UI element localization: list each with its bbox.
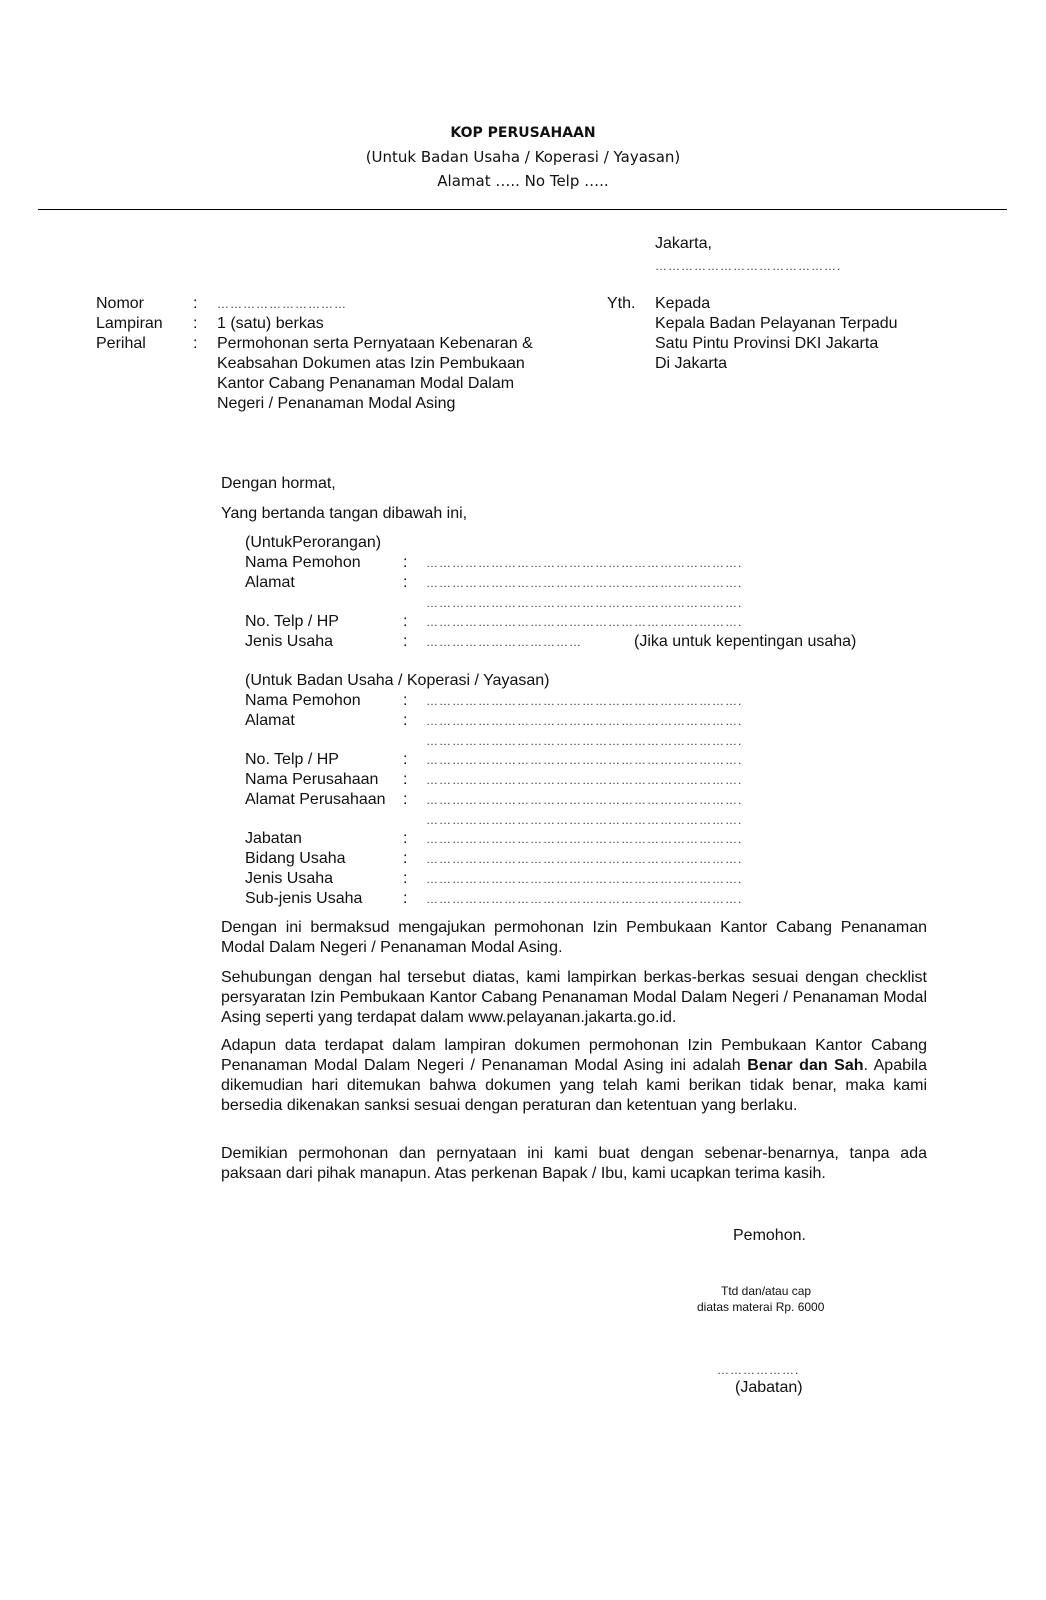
field-blank: ……………………………… [426, 635, 582, 649]
perorangan-heading: (UntukPerorangan) [245, 534, 382, 551]
field-colon: : [403, 574, 408, 591]
field-label: No. Telp / HP [245, 613, 339, 630]
recipient-line: Satu Pintu Provinsi DKI Jakarta [655, 335, 879, 352]
date-blank: ……………………………………. [655, 259, 842, 273]
declaration-text: Adapun data terdapat dalam lampiran dokumen permohonan Izin Pembukaan Kantor Cabang Penanaman Modal Dalam Negeri / Penanaman Modal Asing ini adalah [221, 1037, 927, 1074]
field-blank: ………………………………………………………………. [426, 753, 743, 767]
signature-blank: ………………. [717, 1363, 800, 1377]
jenis-usaha-note: (Jika untuk kepentingan usaha) [634, 633, 857, 650]
perihal-line: Negeri / Penanaman Modal Asing [217, 395, 456, 412]
recipient-line: Kepada [655, 295, 711, 312]
perihal-line: Permohonan serta Pernyataan Kebenaran & [217, 335, 533, 352]
field-colon: : [403, 613, 408, 630]
field-blank: ………………………………………………………………. [426, 892, 743, 906]
perihal-line: Kantor Cabang Penanaman Modal Dalam [217, 375, 515, 392]
badan-heading: (Untuk Badan Usaha / Koperasi / Yayasan) [245, 672, 550, 689]
field-label: Bidang Usaha [245, 850, 346, 867]
field-colon: : [403, 633, 408, 650]
field-blank: ………………………………………………………………. [426, 576, 743, 590]
lampiran-label: Lampiran [96, 315, 163, 332]
paragraph-attachments: Sehubungan dengan hal tersebut diatas, kami lampirkan berkas-berkas sesuai dengan checklist persyaratan Izin Pembukaan Kantor Cabang Penanaman Modal Dalam Negeri / Penanaman Modal Asing seperti yang terdapat dalam www.pelayanan.jakarta.go.id. [221, 969, 927, 1026]
field-blank: ………………………………………………………………. [426, 694, 743, 708]
declaration-text: . Apabila dikemudian hari ditemukan bahwa dokumen yang telah kami berikan tidak benar, maka kami bersedia dikenakan sanksi sesuai dengan peraturan dan ketentuan yang berlaku. [221, 1057, 928, 1114]
nomor-label: Nomor [96, 295, 145, 312]
field-label: Jenis Usaha [245, 870, 334, 887]
letterhead-divider [38, 209, 1007, 210]
field-colon: : [403, 554, 408, 571]
letterhead-title: KOP PERUSAHAAN [450, 125, 596, 141]
field-blank: ………………………………………………………………. [426, 813, 743, 827]
field-blank: ………………………………………………………………. [426, 615, 743, 629]
paragraph-declaration [221, 1036, 927, 1116]
field-label: Alamat Perusahaan [245, 791, 386, 808]
recipient-line: Kepala Badan Pelayanan Terpadu [655, 315, 898, 332]
field-colon: : [403, 870, 408, 887]
recipient-line: Di Jakarta [655, 355, 728, 372]
paragraph-closing: Demikian permohonan dan pernyataan ini kami buat dengan sebenar-benarnya, tanpa ada paksaan dari pihak manapun. Atas perkenan Bapak / Ibu, kami ucapkan terima kasih. [221, 1145, 927, 1182]
yth-label: Yth. [607, 295, 636, 312]
field-label: Jenis Usaha [245, 633, 334, 650]
field-label: Jabatan [245, 830, 302, 847]
field-label: Nama Pemohon [245, 554, 361, 571]
field-colon: : [403, 692, 408, 709]
perihal-label: Perihal [96, 335, 146, 352]
field-colon: : [403, 830, 408, 847]
field-blank: ………………………………………………………………. [426, 872, 743, 886]
date-city: Jakarta, [655, 235, 712, 252]
perihal-colon: : [193, 335, 198, 352]
field-blank: ………………………………………………………………. [426, 793, 743, 807]
perihal-line: Keabsahan Dokumen atas Izin Pembukaan [217, 355, 525, 372]
field-colon: : [403, 890, 408, 907]
signature-materai-note: diatas materai Rp. 6000 [697, 1300, 825, 1314]
field-label: Alamat [245, 574, 295, 591]
field-blank: ………………………………………………………………. [426, 832, 743, 846]
nomor-value: ………………………… [217, 297, 347, 311]
intro-line: Yang bertanda tangan dibawah ini, [221, 505, 468, 522]
greeting: Dengan hormat, [221, 475, 336, 492]
field-blank: ………………………………………………………………. [426, 852, 743, 866]
paragraph-intent: Dengan ini bermaksud mengajukan permohonan Izin Pembukaan Kantor Cabang Penanaman Modal Dalam Negeri / Penanaman Modal Asing. [221, 919, 927, 956]
field-colon: : [403, 712, 408, 729]
field-label: Nama Pemohon [245, 692, 361, 709]
field-colon: : [403, 751, 408, 768]
field-label: Nama Perusahaan [245, 771, 379, 788]
field-label: Sub-jenis Usaha [245, 890, 363, 907]
field-label: Alamat [245, 712, 295, 729]
field-label: No. Telp / HP [245, 751, 339, 768]
field-blank: ………………………………………………………………. [426, 734, 743, 748]
declaration-emphasis: Benar dan Sah [747, 1057, 864, 1074]
field-colon: : [403, 850, 408, 867]
field-blank: ………………………………………………………………. [426, 714, 743, 728]
nomor-colon: : [193, 295, 198, 312]
letterhead-address: Alamat ….. No Telp ….. [437, 172, 609, 190]
field-blank: ………………………………………………………………. [426, 556, 743, 570]
field-colon: : [403, 791, 408, 808]
lampiran-colon: : [193, 315, 198, 332]
signature-jabatan: (Jabatan) [735, 1379, 803, 1396]
lampiran-value: 1 (satu) berkas [217, 315, 324, 332]
letterhead-subtitle: (Untuk Badan Usaha / Koperasi / Yayasan) [365, 148, 681, 166]
signature-pemohon: Pemohon. [733, 1227, 806, 1244]
field-blank: ………………………………………………………………. [426, 596, 743, 610]
field-blank: ………………………………………………………………. [426, 773, 743, 787]
signature-ttd-note: Ttd dan/atau cap [721, 1284, 812, 1298]
field-colon: : [403, 771, 408, 788]
